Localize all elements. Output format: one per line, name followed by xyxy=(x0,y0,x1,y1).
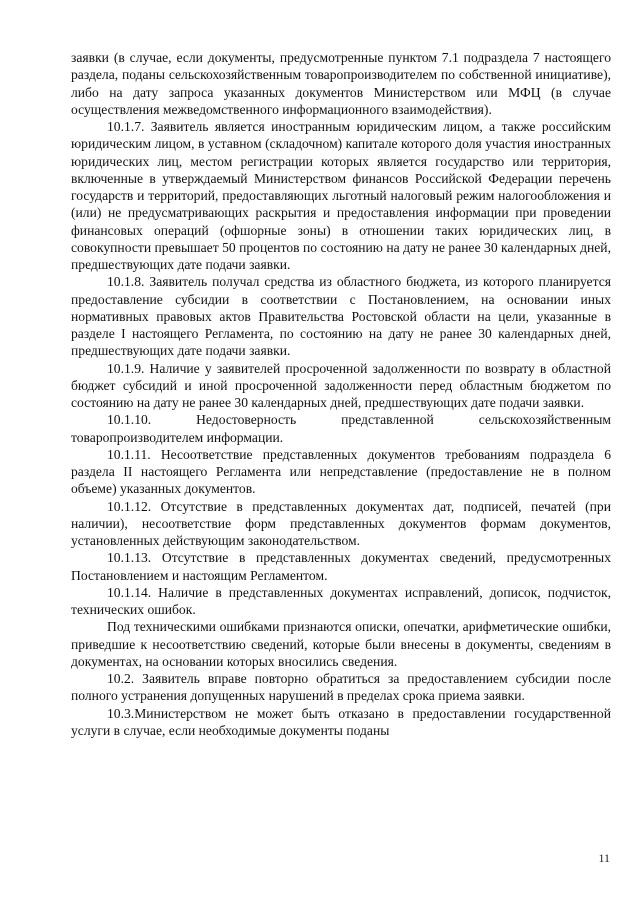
paragraph-10-1-11: 10.1.11. Несоответствие представленных документов требованиям подраздела 6 раздела II настоящего Регламента или непредставление (предоставление не в полном объеме) указанных документов. xyxy=(71,446,611,497)
paragraph-technical-errors: Под техническими ошибками признаются описки, опечатки, арифметические ошибки, приведшие к несоответствию сведений, которые были внесены в документы, сведениям в документах, на основании которых вносились сведения. xyxy=(71,619,611,669)
paragraph-10-1-9: 10.1.9. Наличие у заявителей просроченной задолженности по возврату в областной бюджет субсидий и иной просроченной задолженности перед областным бюджетом по состоянию на дату не ранее 30 календарных дней, предшествующих дате подачи заявки. xyxy=(71,360,611,410)
page-number: 11 xyxy=(598,851,610,865)
paragraph-10-2: 10.2. Заявитель вправе повторно обратиться за предоставлением субсидии после полного устранения допущенных нарушений в пределах срока приема заявки. xyxy=(71,671,611,704)
paragraph-10-1-14: 10.1.14. Наличие в представленных документах исправлений, дописок, подчисток, технических ошибок. xyxy=(71,584,611,617)
document-page xyxy=(71,49,611,739)
paragraph-10-3: 10.3.Министерством не может быть отказано в предоставлении государственной услуги в случае, если необходимые документы поданы xyxy=(71,705,611,738)
paragraph-continuation: заявки (в случае, если документы, предусмотренные пунктом 7.1 подраздела 7 настоящего раздела, поданы сельскохозяйственным товаропроизводителем по собственной инициативе), либо на дату запроса указанных документов Министерством или МФЦ (в случае осуществления межведомственного информационного взаимодействия). xyxy=(71,50,611,117)
paragraph-10-1-12: 10.1.12. Отсутствие в представленных документах дат, подписей, печатей (при наличии), несоответствие форм представленных документов формам документов, установленных действующим законодательством. xyxy=(71,498,611,548)
paragraph-10-1-7: 10.1.7. Заявитель является иностранным юридическим лицом, а также российским юридическим лицом, в уставном (складочном) капитале которого доля участия иностранных юридических лиц, местом регистрации которых является государство или территория, включенные в утверждаемый Министерством финансов Российской Федерации перечень государств и территорий, предоставляющих льготный налоговый режим налогообложения и (или) не предусматривающих раскрытия и предоставления информации при проведении финансовых операций (офшорные зоны) в отношении таких юридических лиц, в совокупности превышает 50 процентов по состоянию на дату не ранее 30 календарных дней, предшествующих дате подачи заявки. xyxy=(71,119,611,272)
paragraph-10-1-10: 10.1.10. Недостоверность представленной сельскохозяйственным товаропроизводителем информации. xyxy=(71,412,611,445)
paragraph-10-1-13: 10.1.13. Отсутствие в представленных документах сведений, предусмотренных Постановлением и настоящим Регламентом. xyxy=(71,550,611,583)
paragraph-10-1-8: 10.1.8. Заявитель получал средства из областного бюджета, из которого планируется предоставление субсидии в соответствии с Постановлением, на основании иных нормативных правовых актов Правительства Ростовской области на цели, указанные в разделе I настоящего Регламента, по состоянию на дату не ранее 30 календарных дней, предшествующих дате подачи заявки. xyxy=(71,274,611,359)
